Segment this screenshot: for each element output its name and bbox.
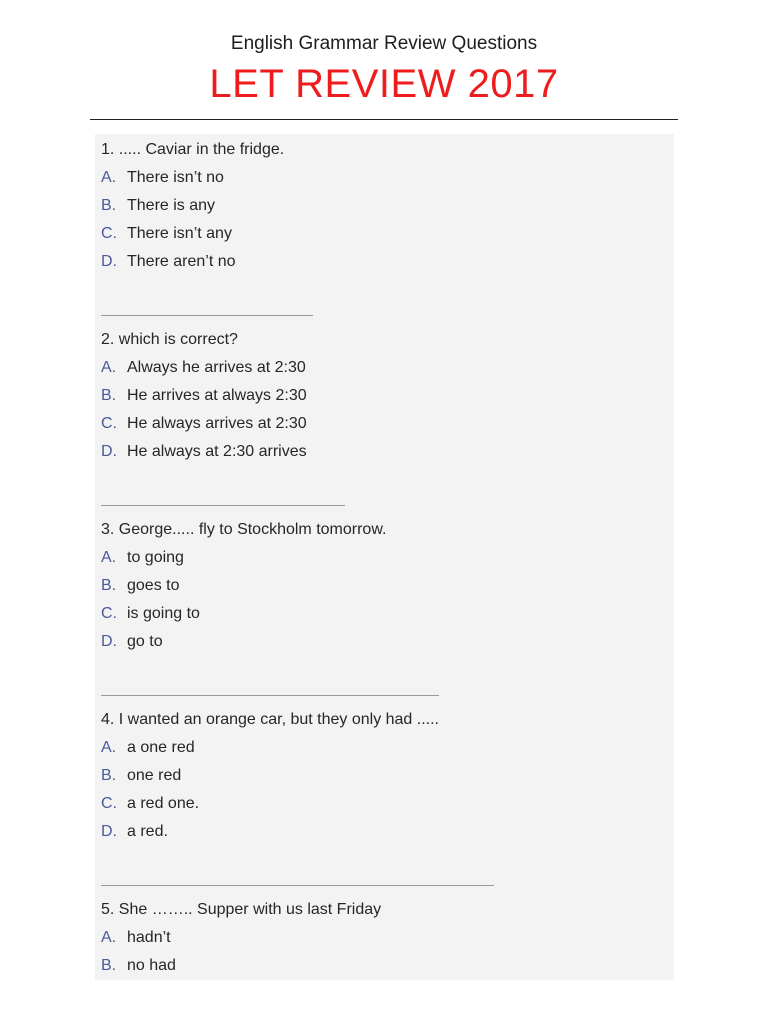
option-text: There isn’t no (127, 169, 224, 186)
question-5-prompt: 5. She …….. Supper with us last Friday (101, 901, 382, 918)
question-5-option-a[interactable] (101, 928, 171, 948)
question-4-option-b[interactable] (101, 766, 181, 786)
document-subtitle: English Grammar Review Questions (230, 33, 538, 54)
option-letter: B. (101, 957, 117, 974)
document-title: LET REVIEW 2017 (209, 62, 559, 106)
answer-line-1 (101, 315, 313, 316)
option-letter: B. (101, 577, 117, 594)
option-text: He always at 2:30 arrives (127, 443, 307, 460)
option-letter: C. (101, 225, 117, 242)
option-text: There isn’t any (127, 225, 232, 242)
question-4-option-a[interactable] (101, 738, 195, 758)
option-letter: A. (101, 169, 117, 186)
question-4-prompt: 4. I wanted an orange car, but they only had ..... (101, 711, 439, 728)
option-letter: A. (101, 549, 117, 566)
option-letter: C. (101, 415, 117, 432)
option-text: a red one. (127, 795, 200, 812)
option-text: is going to (127, 605, 200, 622)
answer-line-4 (101, 885, 494, 886)
option-text: no had (127, 957, 176, 974)
option-letter: D. (101, 823, 117, 840)
answer-line-3 (101, 695, 439, 696)
option-text: There aren’t no (127, 253, 236, 270)
option-letter: B. (101, 387, 117, 404)
question-1-option-a[interactable] (101, 168, 224, 188)
option-letter: A. (101, 739, 117, 756)
question-2-option-c[interactable] (101, 414, 307, 434)
questions-panel (95, 134, 674, 980)
option-letter: A. (101, 359, 117, 376)
question-3-option-c[interactable] (101, 604, 200, 624)
option-text: one red (127, 767, 182, 784)
question-1-option-c[interactable] (101, 224, 232, 244)
question-4-option-d[interactable] (101, 822, 168, 842)
question-5-option-b[interactable] (101, 956, 176, 976)
question-3-option-a[interactable] (101, 548, 184, 568)
option-letter: C. (101, 795, 117, 812)
question-2-prompt: 2. which is correct? (101, 331, 238, 348)
option-letter: C. (101, 605, 117, 622)
option-letter: D. (101, 253, 117, 270)
question-2-option-b[interactable] (101, 386, 307, 406)
question-3-option-b[interactable] (101, 576, 179, 596)
option-text: a one red (127, 739, 195, 756)
option-text: He arrives at always 2:30 (127, 387, 307, 404)
option-text: a red. (127, 823, 168, 840)
question-2-option-a[interactable] (101, 358, 306, 378)
question-1-option-b[interactable] (101, 196, 215, 216)
option-letter: D. (101, 633, 117, 650)
title-divider (90, 119, 678, 120)
option-text: He always arrives at 2:30 (127, 415, 307, 432)
question-4-option-c[interactable] (101, 794, 199, 814)
option-letter: A. (101, 929, 117, 946)
answer-line-2 (101, 505, 345, 506)
option-letter: D. (101, 443, 117, 460)
option-text: hadn’t (127, 929, 171, 946)
option-text: go to (127, 633, 163, 650)
option-text: to going (127, 549, 184, 566)
question-1-prompt: 1. ..... Caviar in the fridge. (101, 141, 285, 158)
option-text: There is any (127, 197, 216, 214)
option-text: goes to (127, 577, 180, 594)
question-3-option-d[interactable] (101, 632, 163, 652)
question-3-prompt: 3. George..... fly to Stockholm tomorrow. (101, 521, 387, 538)
option-letter: B. (101, 197, 117, 214)
question-2-option-d[interactable] (101, 442, 307, 462)
question-1-option-d[interactable] (101, 252, 236, 272)
option-text: Always he arrives at 2:30 (127, 359, 306, 376)
option-letter: B. (101, 767, 117, 784)
